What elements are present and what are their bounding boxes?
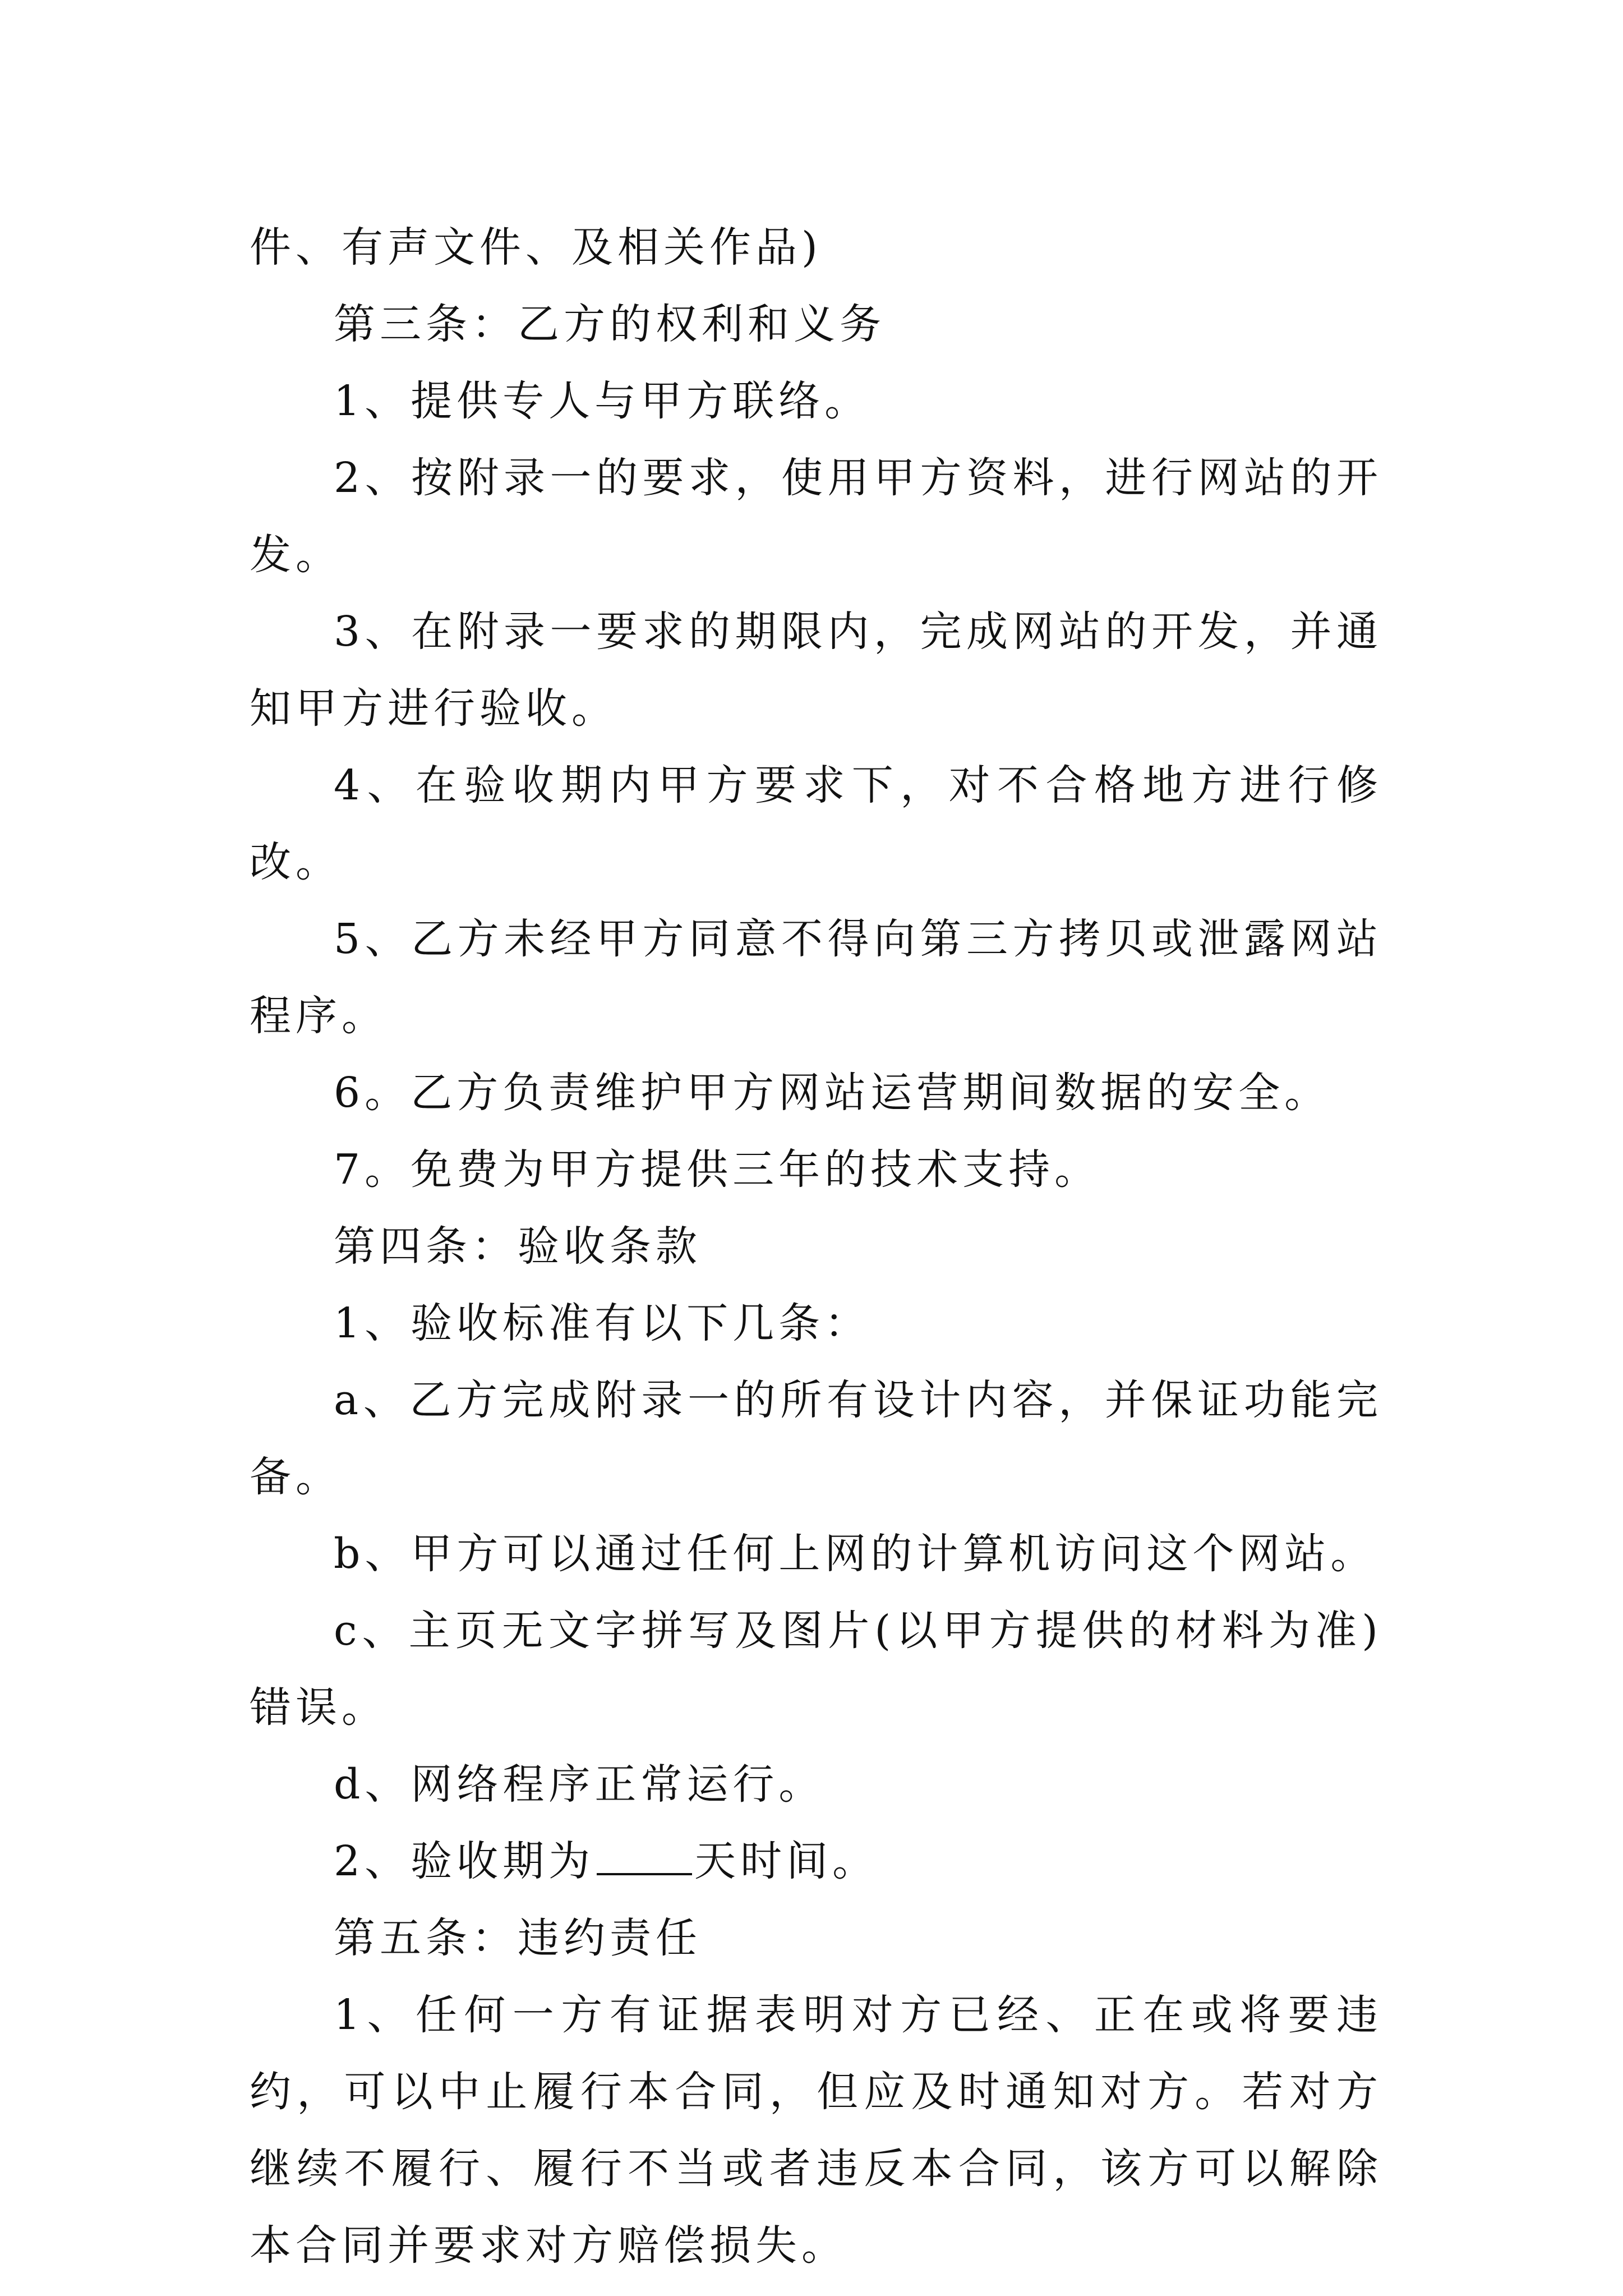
article-3-item-3: 3、在附录一要求的期限内，完成网站的开发，并通知甲方进行验收。 — [250, 608, 1382, 733]
article-3-item-5: 5、乙方未经甲方同意不得向第三方拷贝或泄露网站程序。 — [250, 915, 1382, 1040]
article-3-item-4: 4、在验收期内甲方要求下，对不合格地方进行修改。 — [250, 761, 1382, 886]
acceptance-period-prefix: 2、验收期为 — [334, 1837, 595, 1885]
article-4-item-1b: b、甲方可以通过任何上网的计算机访问这个网站。 — [334, 1530, 1377, 1578]
article-5-item-1: 1、任何一方有证据表明对方已经、正在或将要违约，可以中止履行本合同，但应及时通知对方。若对方继续不履行、履行不当或者违反本合同，该方可以解除本合同并要求对方赔偿损失。 — [250, 1991, 1382, 2270]
article-3-heading: 第三条：乙方的权利和义务 — [334, 300, 886, 348]
article-4-item-1c: c、主页无文字拼写及图片(以甲方提供的材料为准)错误。 — [250, 1607, 1382, 1732]
article-4-item-1: 1、验收标准有以下几条： — [334, 1299, 871, 1347]
article-4-item-2 — [250, 1823, 1382, 1900]
contract-body — [250, 209, 1382, 2284]
article-5-heading: 第五条：违约责任 — [334, 1914, 702, 1962]
article-4-item-1a: a、乙方完成附录一的所有设计内容，并保证功能完备。 — [250, 1376, 1382, 1501]
article-3-item-6: 6。乙方负责维护甲方网站运营期间数据的安全。 — [334, 1069, 1331, 1117]
article-4-heading: 第四条：验收条款 — [334, 1222, 702, 1271]
article-3-item-1: 1、提供专人与甲方联络。 — [334, 377, 871, 425]
article-4-item-1d: d、网络程序正常运行。 — [334, 1760, 825, 1809]
article-3-item-7: 7。免费为甲方提供三年的技术支持。 — [334, 1145, 1101, 1194]
acceptance-period-suffix: 天时间。 — [694, 1837, 879, 1885]
acceptance-days-blank — [597, 1839, 692, 1875]
paragraph-1: 件、有声文件、及相关作品) — [250, 223, 822, 272]
article-3-item-2: 2、按附录一的要求，使用甲方资料，进行网站的开发。 — [250, 454, 1382, 579]
